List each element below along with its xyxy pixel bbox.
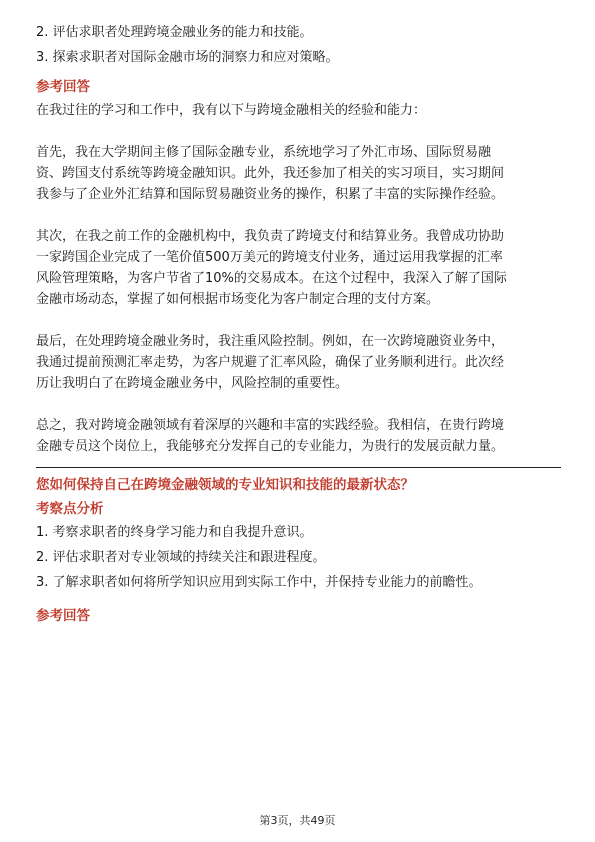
paragraph-line: 一家跨国企业完成了一笔价值500万美元的跨境支付业务，通过运用我掌握的汇率	[36, 250, 503, 265]
answer-body	[36, 100, 561, 457]
list-item: 3. 探索求职者对国际金融市场的洞察力和应对策略。	[36, 50, 339, 65]
paragraph-line: 金融市场动态，掌握了如何根据市场变化为客户制定合理的支付方案。	[36, 292, 440, 307]
list-item: 3. 了解求职者如何将所学知识应用到实际工作中，并保持专业能力的前瞻性。	[36, 575, 482, 590]
paragraph	[36, 142, 561, 205]
paragraph-line: 风险管理策略，为客户节省了10%的交易成本。在这个过程中，我深入了解了国际	[36, 271, 507, 286]
paragraph-line: 在我过往的学习和工作中，我有以下与跨境金融相关的经验和能力：	[36, 103, 427, 118]
paragraph-line: 我参与了企业外汇结算和国际贸易融资业务的操作，积累了丰富的实际操作经验。	[36, 187, 505, 202]
list-item: 2. 评估求职者对专业领域的持续关注和跟进程度。	[36, 550, 326, 565]
paragraph-line: 首先，我在大学期间主修了国际金融专业，系统地学习了外汇市场、国际贸易融	[36, 145, 492, 160]
paragraph-line: 我通过提前预测汇率走势，为客户规避了汇率风险，确保了业务顺利进行。此次经	[36, 355, 505, 370]
paragraph-line: 总之，我对跨境金融领域有着深厚的兴趣和丰富的实践经验。我相信，在贵行跨境	[36, 418, 505, 433]
paragraph-line: 其次，在我之前工作的金融机构中，我负责了跨境支付和结算业务。我曾成功协助	[36, 229, 505, 244]
page-content	[36, 22, 561, 629]
list-item: 2. 评估求职者处理跨境金融业务的能力和技能。	[36, 25, 313, 40]
paragraph-line: 资、跨国支付系统等跨境金融知识。此外，我还参加了相关的实习项目，实习期间	[36, 166, 505, 181]
paragraph-line: 金融专员这个岗位上，我能够充分发挥自己的专业能力，为贵行的发展贡献力量。	[36, 439, 505, 454]
top-list	[36, 22, 561, 68]
answer-heading: 参考回答	[36, 608, 90, 624]
analysis-heading: 考察点分析	[36, 501, 104, 517]
section-divider	[36, 467, 561, 468]
analysis-list	[36, 522, 561, 593]
paragraph	[36, 415, 561, 457]
answer-heading: 参考回答	[36, 79, 90, 95]
list-item: 1. 考察求职者的终身学习能力和自我提升意识。	[36, 525, 313, 540]
paragraph-line: 最后，在处理跨境金融业务时，我注重风险控制。例如，在一次跨境融资业务中，	[36, 334, 505, 349]
paragraph	[36, 100, 561, 121]
paragraph	[36, 226, 561, 310]
question-title: 您如何保持自己在跨境金融领域的专业知识和技能的最新状态？	[36, 477, 414, 493]
paragraph-line: 历让我明白了在跨境金融业务中，风险控制的重要性。	[36, 376, 349, 391]
paragraph	[36, 331, 561, 394]
page-footer: 第3页，共49页	[259, 814, 336, 827]
